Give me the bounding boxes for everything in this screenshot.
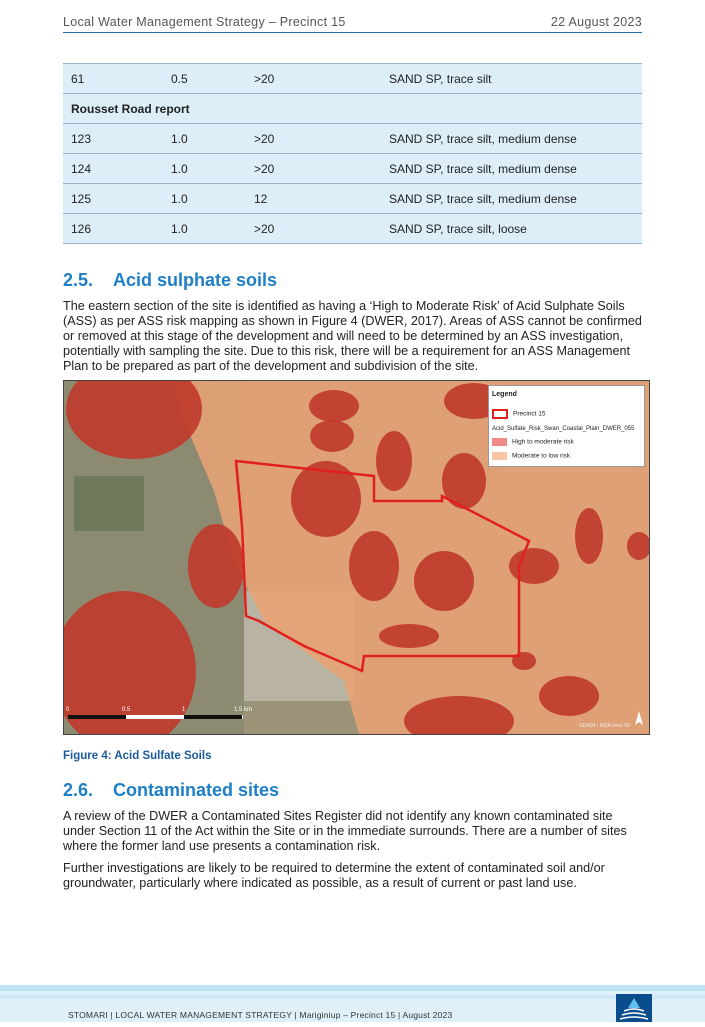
soil-table	[63, 63, 642, 244]
table-cell: >20	[246, 154, 381, 184]
header-date: 22 August 2023	[550, 15, 642, 29]
legend-item-high	[492, 438, 574, 446]
section-number: 2.5.	[63, 270, 94, 290]
scale-label: 1.5 km	[234, 707, 253, 713]
page-header	[63, 14, 642, 33]
section-number: 2.6.	[63, 780, 94, 800]
table-cell: 1.0	[163, 154, 246, 184]
footer-text: STOMARI | LOCAL WATER MANAGEMENT STRATEGY | Mariginiup – Precinct 15 | August 2023	[68, 1010, 453, 1020]
section-title: Contaminated sites	[113, 780, 280, 800]
table-cell: 123	[63, 124, 163, 154]
acid-sulfate-map	[63, 380, 650, 735]
legend-layer-name: Acid_Sulfate_Risk_Swan_Coastal_Plain_DWER_055	[492, 426, 635, 432]
header-title: Local Water Management Strategy – Precinct 15	[63, 15, 346, 29]
table-cell: SAND SP, trace silt, medium dense	[381, 124, 642, 154]
section-title: Acid sulphate soils	[113, 270, 278, 290]
section-heading-contaminated-sites	[63, 780, 279, 801]
scale-label: 0.5	[122, 707, 131, 713]
table-subheading: Rousset Road report	[63, 94, 642, 124]
contaminated-sites-paragraph-2: Further investigations are likely to be required to determine the extent of contaminated soil and/or groundwater, particularly where indicated as possible, as a result of current or past land use.	[63, 861, 605, 890]
high-risk-area	[512, 652, 536, 670]
legend-item-moderate	[492, 452, 570, 460]
high-risk-area	[188, 524, 244, 608]
legend-label: High to moderate risk	[512, 438, 574, 446]
company-logo	[616, 994, 652, 1022]
contaminated-sites-paragraph-1: A review of the DWER a Contaminated Sites Register did not identify any known contaminated site under Section 11 of the Act within the Site or in the immediate surrounds. There are a number of sites where the former land use presents a contamination risk.	[63, 809, 627, 853]
legend-swatch	[492, 438, 507, 446]
high-risk-area	[509, 548, 559, 584]
map-credit: GDA94 / MGA zone 50	[579, 723, 630, 729]
legend-swatch	[492, 452, 507, 460]
table-cell: 1.0	[163, 214, 246, 244]
table-cell: 126	[63, 214, 163, 244]
table-cell: SAND SP, trace silt, medium dense	[381, 184, 642, 214]
scale-label: 0	[66, 707, 70, 713]
high-risk-area	[310, 420, 354, 452]
legend-label: Moderate to low risk	[512, 452, 571, 460]
legend-item-precinct	[492, 409, 546, 419]
map-legend	[488, 385, 645, 467]
legend-title: Legend	[492, 391, 517, 398]
table-row	[63, 184, 642, 214]
scale-label: 1	[182, 707, 186, 713]
table-cell: SAND SP, trace silt, medium dense	[381, 154, 642, 184]
high-risk-area	[379, 624, 439, 648]
aerial-fields	[74, 476, 144, 531]
section-heading-acid-sulphate	[63, 270, 277, 291]
table-row	[63, 214, 642, 244]
table-cell: >20	[246, 64, 381, 94]
high-risk-area	[349, 531, 399, 601]
table-cell: 125	[63, 184, 163, 214]
figure-caption: Figure 4: Acid Sulfate Soils	[63, 750, 212, 762]
table-cell: SAND SP, trace silt, loose	[381, 214, 642, 244]
high-risk-area	[414, 551, 474, 611]
legend-swatch	[492, 409, 508, 419]
water-drop-icon	[616, 994, 652, 1022]
table-cell: 1.0	[163, 184, 246, 214]
table-cell: 124	[63, 154, 163, 184]
table-row	[63, 154, 642, 184]
high-risk-area	[309, 390, 359, 422]
high-risk-area	[539, 676, 599, 716]
table-row	[63, 64, 642, 94]
table-cell: 1.0	[163, 124, 246, 154]
table-cell: >20	[246, 124, 381, 154]
table-cell: 61	[63, 64, 163, 94]
table-cell: >20	[246, 214, 381, 244]
legend-label: Precinct 15	[513, 410, 546, 418]
table-cell: SAND SP, trace silt	[381, 64, 642, 94]
table-row	[63, 124, 642, 154]
table-subheading-row	[63, 94, 642, 124]
acid-sulphate-paragraph: The eastern section of the site is identified as having a ‘High to Moderate Risk’ of Acid Sulphate Soils (ASS) as per ASS risk mapping as shown in Figure 4 (DWER, 2017). Areas of ASS cannot be confirmed or removed at this stage of the development and will need to be determined by an ASS investigation, potentially with sampling the site. Due to this risk, there will be a requirement for an ASS Management Plan to be prepared as part of the development and subdivision of the site.	[63, 299, 642, 373]
table-cell: 12	[246, 184, 381, 214]
high-risk-area	[376, 431, 412, 491]
high-risk-area	[575, 508, 603, 564]
table-cell: 0.5	[163, 64, 246, 94]
